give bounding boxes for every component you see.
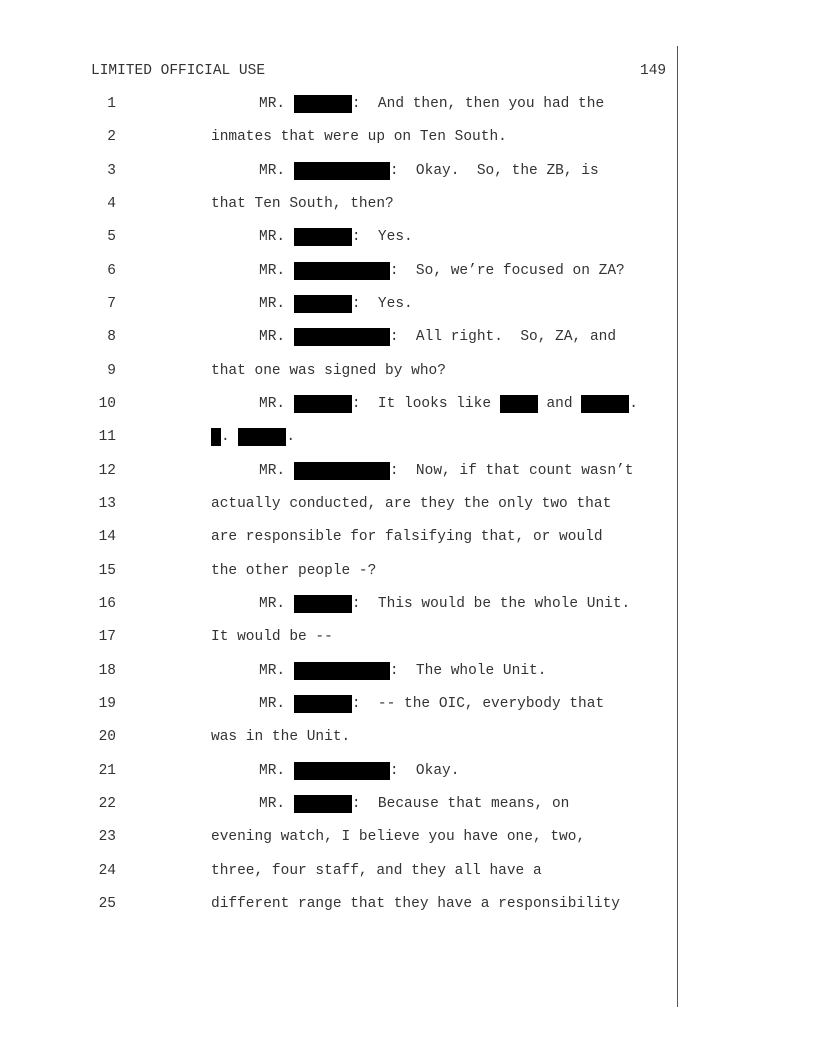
line-text	[259, 759, 459, 783]
line-number: 1	[107, 96, 116, 112]
speech-text: : This would be the whole Unit.	[351, 596, 631, 612]
speech-text: : Yes.	[351, 296, 413, 312]
transcript-line	[0, 692, 816, 716]
redaction-block	[294, 262, 390, 280]
redaction-block	[294, 162, 390, 180]
speech-text: : Okay.	[389, 763, 460, 779]
transcript-line	[0, 892, 816, 916]
line-number: 3	[107, 163, 116, 179]
line-number: 16	[98, 596, 116, 612]
transcript-line	[0, 392, 816, 416]
transcript-line	[0, 292, 816, 316]
line-text	[259, 92, 604, 116]
speech-text: .	[221, 429, 239, 445]
speaker-prefix: MR.	[259, 263, 294, 279]
transcript-line	[0, 159, 816, 183]
transcript-line	[0, 792, 816, 816]
line-text: evening watch, I believe you have one, two,	[211, 829, 586, 845]
transcript-line	[0, 759, 816, 783]
transcript-line	[0, 459, 816, 483]
speaker-prefix: MR.	[259, 763, 294, 779]
redaction-block	[294, 662, 390, 680]
line-number: 18	[98, 663, 116, 679]
transcript-line	[0, 725, 816, 749]
speaker-prefix: MR.	[259, 463, 294, 479]
line-text: three, four staff, and they all have a	[211, 863, 542, 879]
line-number: 11	[98, 429, 116, 445]
redaction-block	[581, 395, 629, 413]
line-text	[259, 659, 546, 683]
speech-text: : And then, then you had the	[351, 96, 605, 112]
speech-text: : Because that means, on	[351, 796, 570, 812]
line-text: different range that they have a responsibility	[211, 896, 620, 912]
line-number: 22	[98, 796, 116, 812]
transcript-line	[0, 825, 816, 849]
line-number: 15	[98, 563, 116, 579]
redaction-block	[294, 395, 352, 413]
line-number: 12	[98, 463, 116, 479]
redaction-block	[211, 428, 221, 446]
line-number: 19	[98, 696, 116, 712]
speaker-prefix: MR.	[259, 696, 294, 712]
redaction-block	[294, 762, 390, 780]
redaction-block	[238, 428, 286, 446]
speaker-prefix: MR.	[259, 596, 294, 612]
line-text: actually conducted, are they the only two that	[211, 496, 612, 512]
speech-text: : It looks like	[351, 396, 500, 412]
speaker-prefix: MR.	[259, 296, 294, 312]
line-number: 25	[98, 896, 116, 912]
line-text	[259, 392, 638, 416]
line-text	[259, 459, 633, 483]
redaction-block	[294, 795, 352, 813]
transcript-line	[0, 659, 816, 683]
speaker-prefix: MR.	[259, 663, 294, 679]
transcript-line	[0, 92, 816, 116]
line-number: 17	[98, 629, 116, 645]
transcript-line	[0, 559, 816, 583]
classification-marking: LIMITED OFFICIAL USE	[91, 63, 266, 79]
line-text	[259, 792, 569, 816]
transcript-line	[0, 625, 816, 649]
line-text: inmates that were up on Ten South.	[211, 129, 507, 145]
speech-text: : Now, if that count wasn’t	[389, 463, 634, 479]
line-text	[259, 259, 625, 283]
line-text	[259, 592, 630, 616]
speech-text: : Okay. So, the ZB, is	[389, 163, 599, 179]
line-text	[259, 159, 599, 183]
line-number: 13	[98, 496, 116, 512]
line-number: 21	[98, 763, 116, 779]
line-text: are responsible for falsifying that, or would	[211, 529, 603, 545]
redaction-block	[294, 95, 352, 113]
line-text: the other people -?	[211, 563, 377, 579]
speech-text: and	[537, 396, 582, 412]
line-number: 24	[98, 863, 116, 879]
transcript-line	[0, 492, 816, 516]
speaker-prefix: MR.	[259, 96, 294, 112]
redaction-block	[294, 695, 352, 713]
line-number: 2	[107, 129, 116, 145]
redaction-block	[500, 395, 538, 413]
line-number: 23	[98, 829, 116, 845]
speech-text: : All right. So, ZA, and	[389, 329, 617, 345]
line-number: 8	[107, 329, 116, 345]
line-text	[259, 325, 616, 349]
line-text: It would be --	[211, 629, 333, 645]
redaction-block	[294, 595, 352, 613]
line-number: 5	[107, 229, 116, 245]
transcript-line	[0, 425, 816, 449]
transcript-line	[0, 592, 816, 616]
speech-text: : The whole Unit.	[389, 663, 547, 679]
line-number: 14	[98, 529, 116, 545]
transcript-line	[0, 125, 816, 149]
speech-text: : So, we’re focused on ZA?	[389, 263, 625, 279]
line-text: that Ten South, then?	[211, 196, 394, 212]
speaker-prefix: MR.	[259, 329, 294, 345]
transcript-line	[0, 859, 816, 883]
line-number: 7	[107, 296, 116, 312]
speaker-prefix: MR.	[259, 229, 294, 245]
speech-text: : Yes.	[351, 229, 413, 245]
line-number: 9	[107, 363, 116, 379]
speech-text: : -- the OIC, everybody that	[351, 696, 605, 712]
speaker-prefix: MR.	[259, 396, 294, 412]
line-number: 20	[98, 729, 116, 745]
page-number: 149	[640, 63, 667, 79]
speech-text: .	[629, 396, 638, 412]
line-text: was in the Unit.	[211, 729, 351, 745]
transcript-line	[0, 192, 816, 216]
speaker-prefix: MR.	[259, 796, 294, 812]
line-text	[259, 292, 413, 316]
transcript-line	[0, 525, 816, 549]
line-number: 4	[107, 196, 116, 212]
speaker-prefix: MR.	[259, 163, 294, 179]
redaction-block	[294, 462, 390, 480]
line-number: 6	[107, 263, 116, 279]
line-text	[211, 425, 295, 449]
redaction-block	[294, 328, 390, 346]
line-number: 10	[98, 396, 116, 412]
transcript-line	[0, 259, 816, 283]
redaction-block	[294, 228, 352, 246]
transcript-line	[0, 225, 816, 249]
line-text	[259, 225, 413, 249]
line-text: that one was signed by who?	[211, 363, 446, 379]
redaction-block	[294, 295, 352, 313]
line-text	[259, 692, 604, 716]
transcript-line	[0, 325, 816, 349]
transcript-line	[0, 359, 816, 383]
speech-text: .	[286, 429, 296, 445]
